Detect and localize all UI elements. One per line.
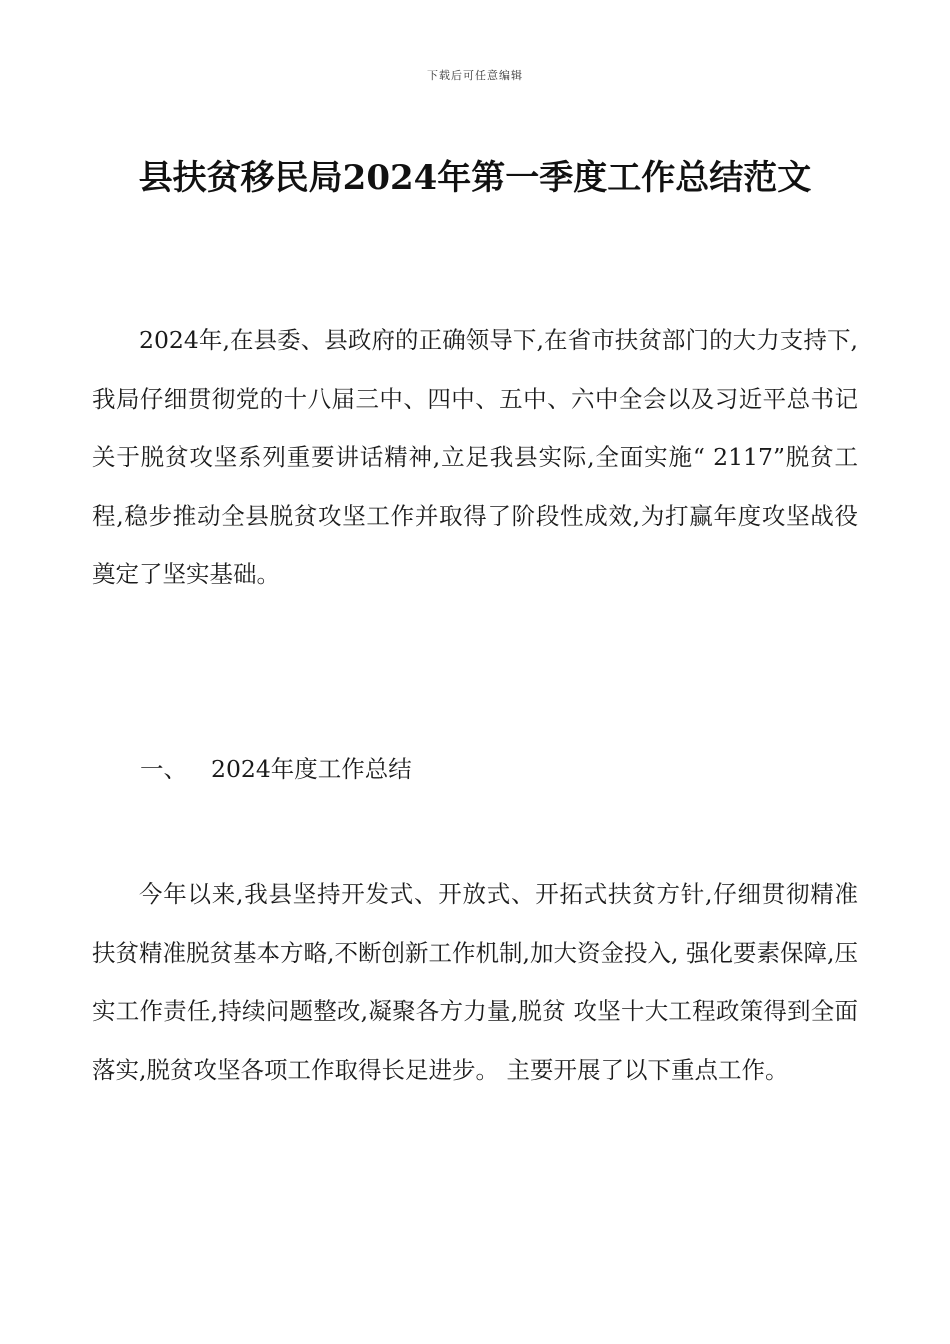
header-note: 下载后可任意编辑 xyxy=(427,69,523,82)
section-heading-text: 2024年度工作总结 xyxy=(211,755,412,783)
intro-paragraph: 2024年,在县委、县政府的正确领导下,在省市扶贫部门的大力支持下,我局仔细贯彻党的十八届三中、四中、五中、六中全会以及习近平总书记关于脱贫攻坚系列重要讲话精神,立足我县实际,全面实施“ 2117”脱贫工程,稳步推动全县脱贫攻坚工作并取得了阶段性成效,为打赢年度攻坚战役奠定了坚实基础。 xyxy=(92,326,858,588)
section-paragraph: 今年以来,我县坚持开发式、开放式、开拓式扶贫方针,仔细贯彻精准扶贫精准脱贫基本方略,不断创新工作机制,加大资金投入, 强化要素保障,压实工作责任,持续问题整改,凝聚各方力量,脱贫 攻坚十大工程政策得到全面落实,脱贫攻坚各项工作取得长足进步。 主要开展了以下重点工作。 xyxy=(92,880,858,1084)
section-number: 一、 xyxy=(140,755,187,783)
document-title: 县扶贫移民局2024年第一季度工作总结范文 xyxy=(138,158,812,198)
section-heading xyxy=(140,740,412,798)
